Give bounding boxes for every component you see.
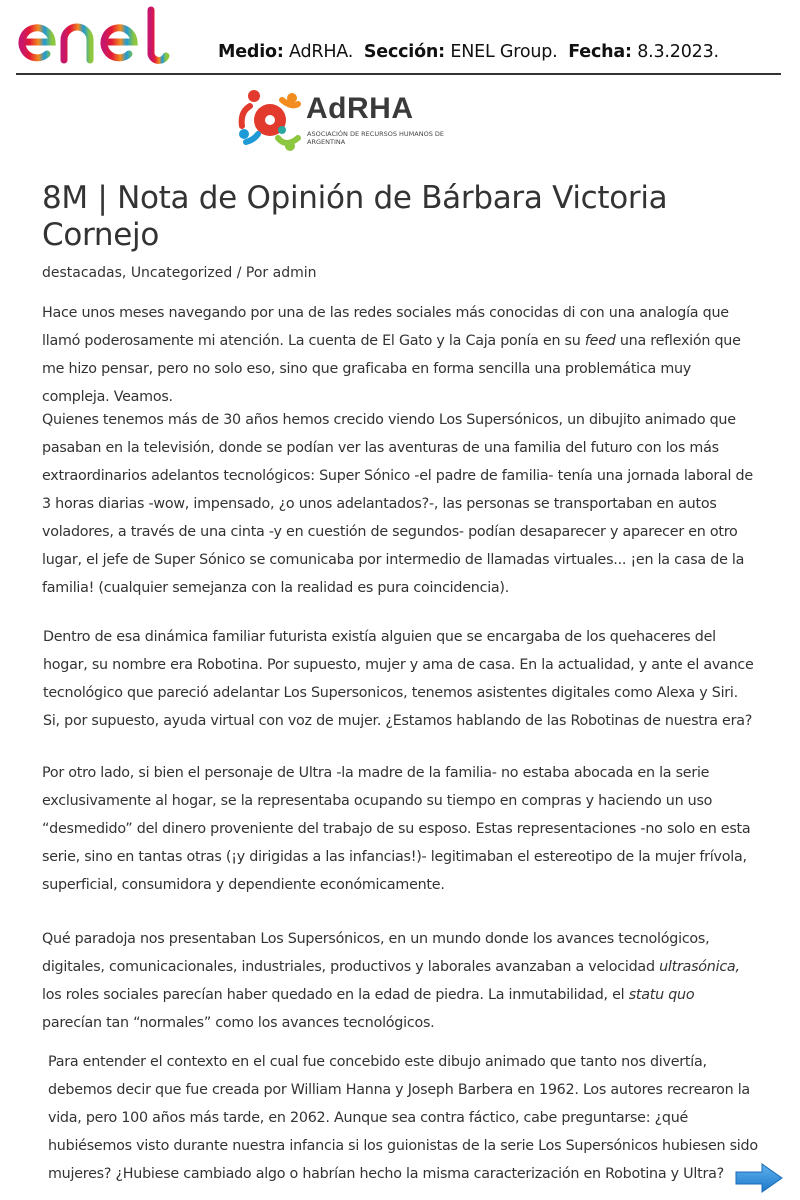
adrha-logo xyxy=(236,86,451,156)
paragraph-5-emphasis-2: statu quo xyxy=(628,987,695,1003)
right-arrow-icon[interactable] xyxy=(734,1162,784,1194)
paragraph-5-emphasis-1: ultrasónica, xyxy=(659,959,740,975)
paragraph-5-text-c: parecían tan “normales” como los avances tecnológicos. xyxy=(42,1015,435,1031)
paragraph-3: Dentro de esa dinámica familiar futurista existía alguien que se encargaba de los quehaceres del hogar, su nombre era Robotina. Por supuesto, mujer y ama de casa. En la actualidad, y ante el avance tecnológico que pareció adelantar Los Supersonicos, tenemos asistentes digitales como Alexa y Siri. Si, por supuesto, ayuda virtual con voz de mujer. ¿Estamos hablando de las Robotinas de nuestra era? xyxy=(43,629,754,729)
medio-label: Medio: xyxy=(218,42,284,62)
seccion-label: Sección: xyxy=(363,42,445,62)
paragraph-2: Quienes tenemos más de 30 años hemos crecido viendo Los Supersónicos, un dibujito animado que pasaban en la televisión, donde se podían ver las aventuras de una familia del futuro con los más extraordinarios adelantos tecnológicos: Super Sónico -el padre de familia- tenía una jornada laboral de 3 horas diarias -wow, impensado, ¿o unos adelantados?-, las personas se transportaban en autos voladores, a través de una cinta -y en cuestión de segundos- podían desaparecer y aparecer en otro lugar, el jefe de Super Sónico se comunicaba por intermedio de llamadas virtuales... ¡en la casa de la familia! (cualquier semejanza con la realidad es pura coincidencia). xyxy=(42,412,753,596)
paragraph-5 xyxy=(42,925,757,1037)
document-meta xyxy=(218,42,719,62)
paragraph-1-text-b: una reflexión que me hizo pensar, pero no solo eso, sino que graficaba en forma sencilla una problemática muy compleja. Veamos. xyxy=(42,333,741,405)
author-link[interactable]: admin xyxy=(272,265,317,281)
category-link-uncategorized[interactable]: Uncategorized xyxy=(130,265,233,281)
article-categories: destacadas, Uncategorized / Por admin xyxy=(42,265,317,281)
adrha-subtitle: ASOCIACIÓN DE RECURSOS HUMANOS DE ARGENTINA xyxy=(307,130,445,146)
header-divider xyxy=(16,73,781,75)
document-header xyxy=(0,0,800,80)
paragraph-6: Para entender el contexto en el cual fue concebido este dibujo animado que tanto nos divertía, debemos decir que fue creada por William Hanna y Joseph Barbera en 1962. Los autores recrearon la vida, pero 100 años más tarde, en 2062. Aunque sea contra fáctico, cabe preguntarse: ¿qué hubiésemos visto durante nuestra infancia si los guionistas de la serie Los Supersónicos hubiesen sido mujeres? ¿Hubiese cambiado algo o habrían hecho la misma caracterización en Robotina y Ultra? xyxy=(48,1054,758,1182)
enel-logo xyxy=(16,4,181,70)
paragraph-5-text-a: Qué paradoja nos presentaban Los Supersónicos, en un mundo donde los avances tecnológicos, digitales, comunicacionales, industriales, productivos y laborales avanzaban a velocidad xyxy=(42,931,710,975)
adrha-name: AdRHA xyxy=(306,92,414,125)
byline-separator: / Por xyxy=(232,265,273,281)
paragraph-4: Por otro lado, si bien el personaje de Ultra -la madre de la familia- no estaba abocada en la serie exclusivamente al hogar, se la representaba ocupando su tiempo en compras y haciendo un uso “desmedido” del dinero proveniente del trabajo de su esposo. Estas representaciones -no solo en esta serie, sino en tantas otras (¡y dirigidas a las infancias!)- legitimaban el estereotipo de la mujer frívola, superficial, consumidora y dependiente económicamente. xyxy=(42,765,751,893)
paragraph-5-text-b: los roles sociales parecían haber quedado en la edad de piedra. La inmutabilidad, el xyxy=(42,987,629,1003)
paragraph-1 xyxy=(42,299,757,411)
fecha-value: 8.3.2023. xyxy=(637,42,719,62)
article-title: 8M | Nota de Opinión de Bárbara Victoria Cornejo xyxy=(42,180,668,253)
fecha-label: Fecha: xyxy=(568,42,632,62)
medio-value: AdRHA. xyxy=(289,42,354,62)
category-link-destacadas[interactable]: destacadas xyxy=(42,265,122,281)
paragraph-1-text-a: Hace unos meses navegando por una de las redes sociales más conocidas di con una analogía que llamó poderosamente mi atención. La cuenta de El Gato y la Caja ponía en su xyxy=(42,305,729,349)
seccion-value: ENEL Group. xyxy=(450,42,558,62)
adrha-emblem-icon xyxy=(236,86,304,156)
paragraph-1-emphasis: feed xyxy=(584,333,616,349)
